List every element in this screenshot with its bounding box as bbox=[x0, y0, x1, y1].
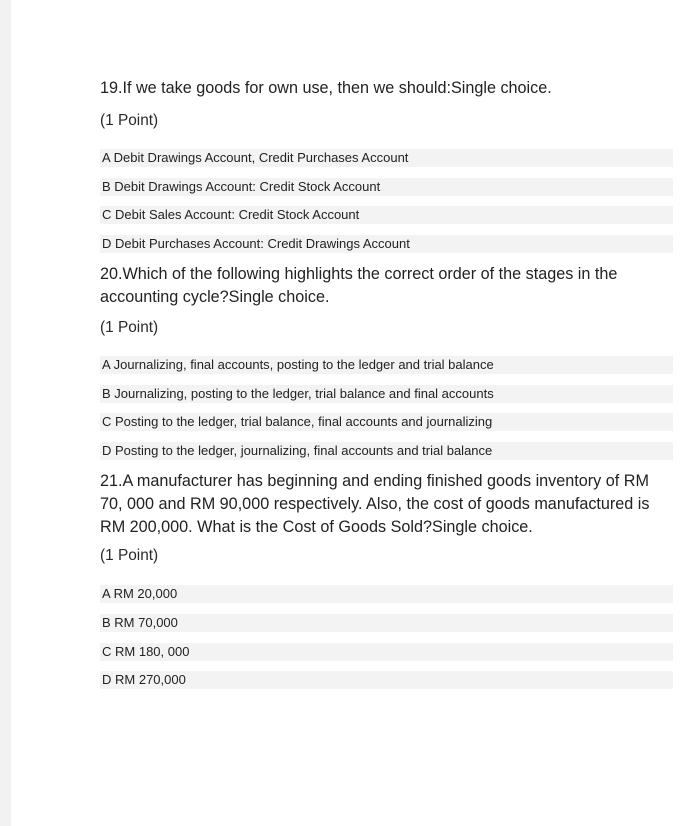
question-title-line-1: 21.A manufacturer has beginning and ending finished goods inventory of RM bbox=[100, 472, 649, 490]
option-text: Debit Drawings Account, Credit Purchases Account bbox=[113, 150, 409, 165]
question-title-line-3: RM 200,000. What is the Cost of Goods Sold?Single choice. bbox=[100, 518, 533, 536]
option-letter: D bbox=[102, 236, 112, 251]
option-20-a[interactable] bbox=[100, 356, 673, 374]
option-text: Debit Purchases Account: Credit Drawings Account bbox=[115, 236, 410, 251]
option-letter: D bbox=[102, 443, 112, 458]
option-text: RM 180, 000 bbox=[115, 644, 190, 659]
option-20-d[interactable] bbox=[100, 442, 673, 460]
option-21-d[interactable] bbox=[100, 671, 673, 689]
option-20-c[interactable] bbox=[100, 413, 673, 431]
option-letter: A bbox=[102, 586, 110, 601]
question-points: (1 Point) bbox=[100, 112, 159, 129]
option-21-a[interactable] bbox=[100, 585, 673, 603]
option-19-c[interactable] bbox=[100, 206, 673, 224]
option-text: Posting to the ledger, journalizing, final accounts and trial balance bbox=[115, 443, 493, 458]
option-19-a[interactable] bbox=[100, 149, 673, 167]
option-letter: B bbox=[102, 386, 111, 401]
question-points: (1 Point) bbox=[100, 547, 159, 564]
option-letter: A bbox=[102, 357, 110, 372]
option-text: Debit Sales Account: Credit Stock Account bbox=[115, 207, 360, 222]
question-title-line-2: accounting cycle?Single choice. bbox=[100, 288, 330, 306]
option-text: Journalizing, posting to the ledger, trial balance and final accounts bbox=[114, 386, 494, 401]
quiz-page bbox=[11, 0, 688, 826]
option-letter: C bbox=[102, 644, 112, 659]
option-21-b[interactable] bbox=[100, 614, 673, 632]
option-text: Posting to the ledger, trial balance, final accounts and journalizing bbox=[115, 414, 493, 429]
option-text: RM 70,000 bbox=[114, 615, 178, 630]
option-text: Journalizing, final accounts, posting to the ledger and trial balance bbox=[113, 357, 494, 372]
option-text: RM 270,000 bbox=[115, 672, 186, 687]
option-letter: C bbox=[102, 414, 112, 429]
option-letter: B bbox=[102, 179, 111, 194]
option-19-b[interactable] bbox=[100, 178, 673, 196]
option-21-c[interactable] bbox=[100, 643, 673, 661]
question-points: (1 Point) bbox=[100, 319, 159, 336]
option-19-d[interactable] bbox=[100, 235, 673, 253]
option-letter: C bbox=[102, 207, 112, 222]
question-title: 19.If we take goods for own use, then we should:Single choice. bbox=[100, 79, 552, 97]
option-letter: B bbox=[102, 615, 111, 630]
question-title-line-1: 20.Which of the following highlights the correct order of the stages in the bbox=[100, 265, 618, 283]
option-20-b[interactable] bbox=[100, 385, 673, 403]
option-letter: A bbox=[102, 150, 110, 165]
question-title-line-2: 70, 000 and RM 90,000 respectively. Also, the cost of goods manufactured is bbox=[100, 495, 650, 513]
option-text: RM 20,000 bbox=[113, 586, 178, 601]
option-letter: D bbox=[102, 672, 112, 687]
option-text: Debit Drawings Account: Credit Stock Account bbox=[114, 179, 381, 194]
